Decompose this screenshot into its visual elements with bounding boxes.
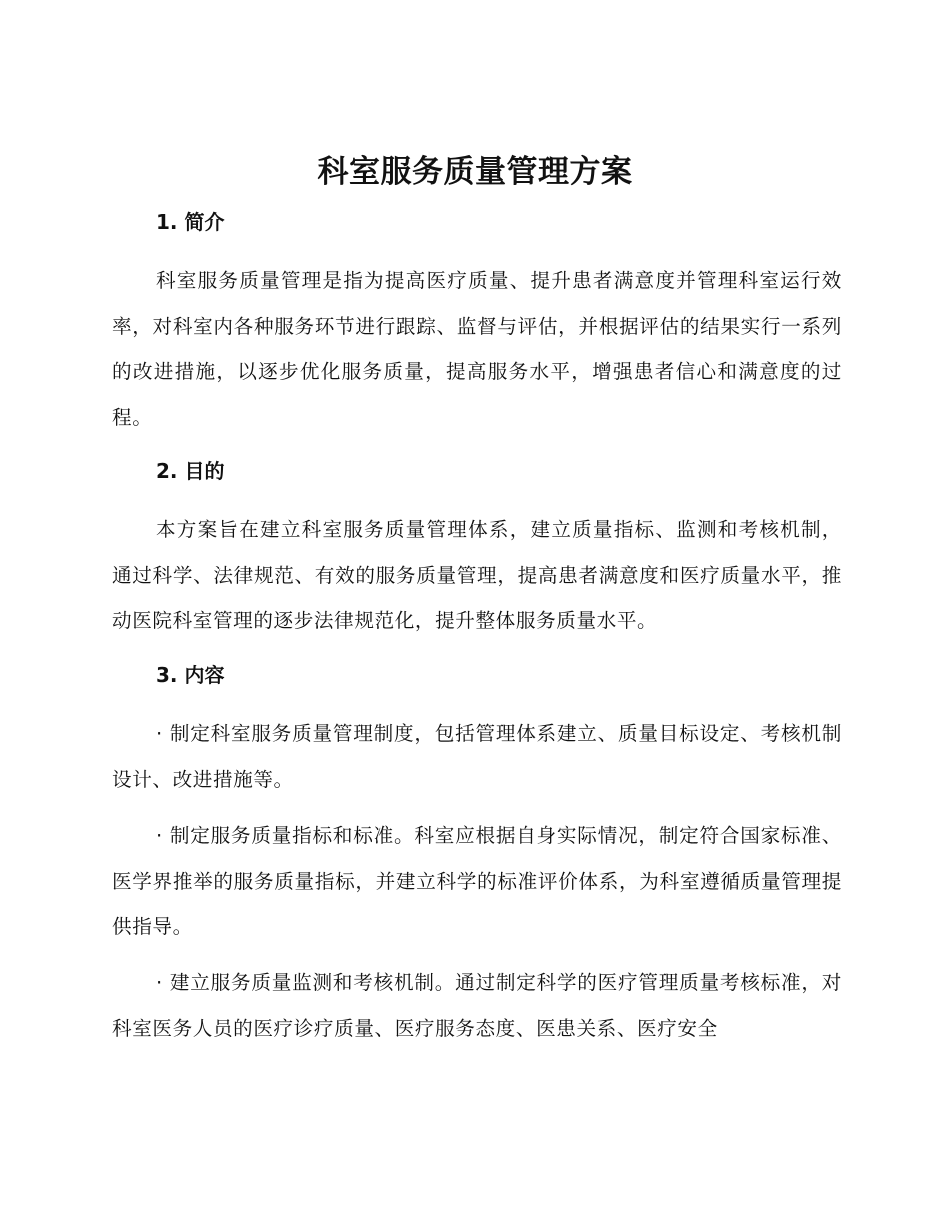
section-heading-purpose: 2. 目的 bbox=[156, 459, 225, 483]
section-heading-content: 3. 内容 bbox=[156, 663, 225, 687]
document-title: 科室服务质量管理方案 bbox=[317, 154, 633, 190]
section-heading-intro: 1. 简介 bbox=[156, 210, 225, 234]
content-item-3: · 建立服务质量监测和考核机制。通过制定科学的医疗管理质量考核标准，对科室医务人员的医疗诊疗质量、医疗服务态度、医患关系、医疗安全 bbox=[112, 971, 842, 1040]
content-item-1: · 制定科室服务质量管理制度，包括管理体系建立、质量目标设定、考核机制设计、改进措施等。 bbox=[112, 722, 842, 791]
intro-paragraph: 科室服务质量管理是指为提高医疗质量、提升患者满意度并管理科室运行效率，对科室内各种服务环节进行跟踪、监督与评估，并根据评估的结果实行一系列的改进措施，以逐步优化服务质量，提高服务水平，增强患者信心和满意度的过程。 bbox=[112, 269, 842, 429]
purpose-paragraph: 本方案旨在建立科室服务质量管理体系，建立质量指标、监测和考核机制，通过科学、法律规范、有效的服务质量管理，提高患者满意度和医疗质量水平，推动医院科室管理的逐步法律规范化，提升整体服务质量水平。 bbox=[112, 518, 842, 632]
content-item-2: · 制定服务质量指标和标准。科室应根据自身实际情况，制定符合国家标准、医学界推举的服务质量指标，并建立科学的标准评价体系，为科室遵循质量管理提供指导。 bbox=[112, 824, 842, 938]
